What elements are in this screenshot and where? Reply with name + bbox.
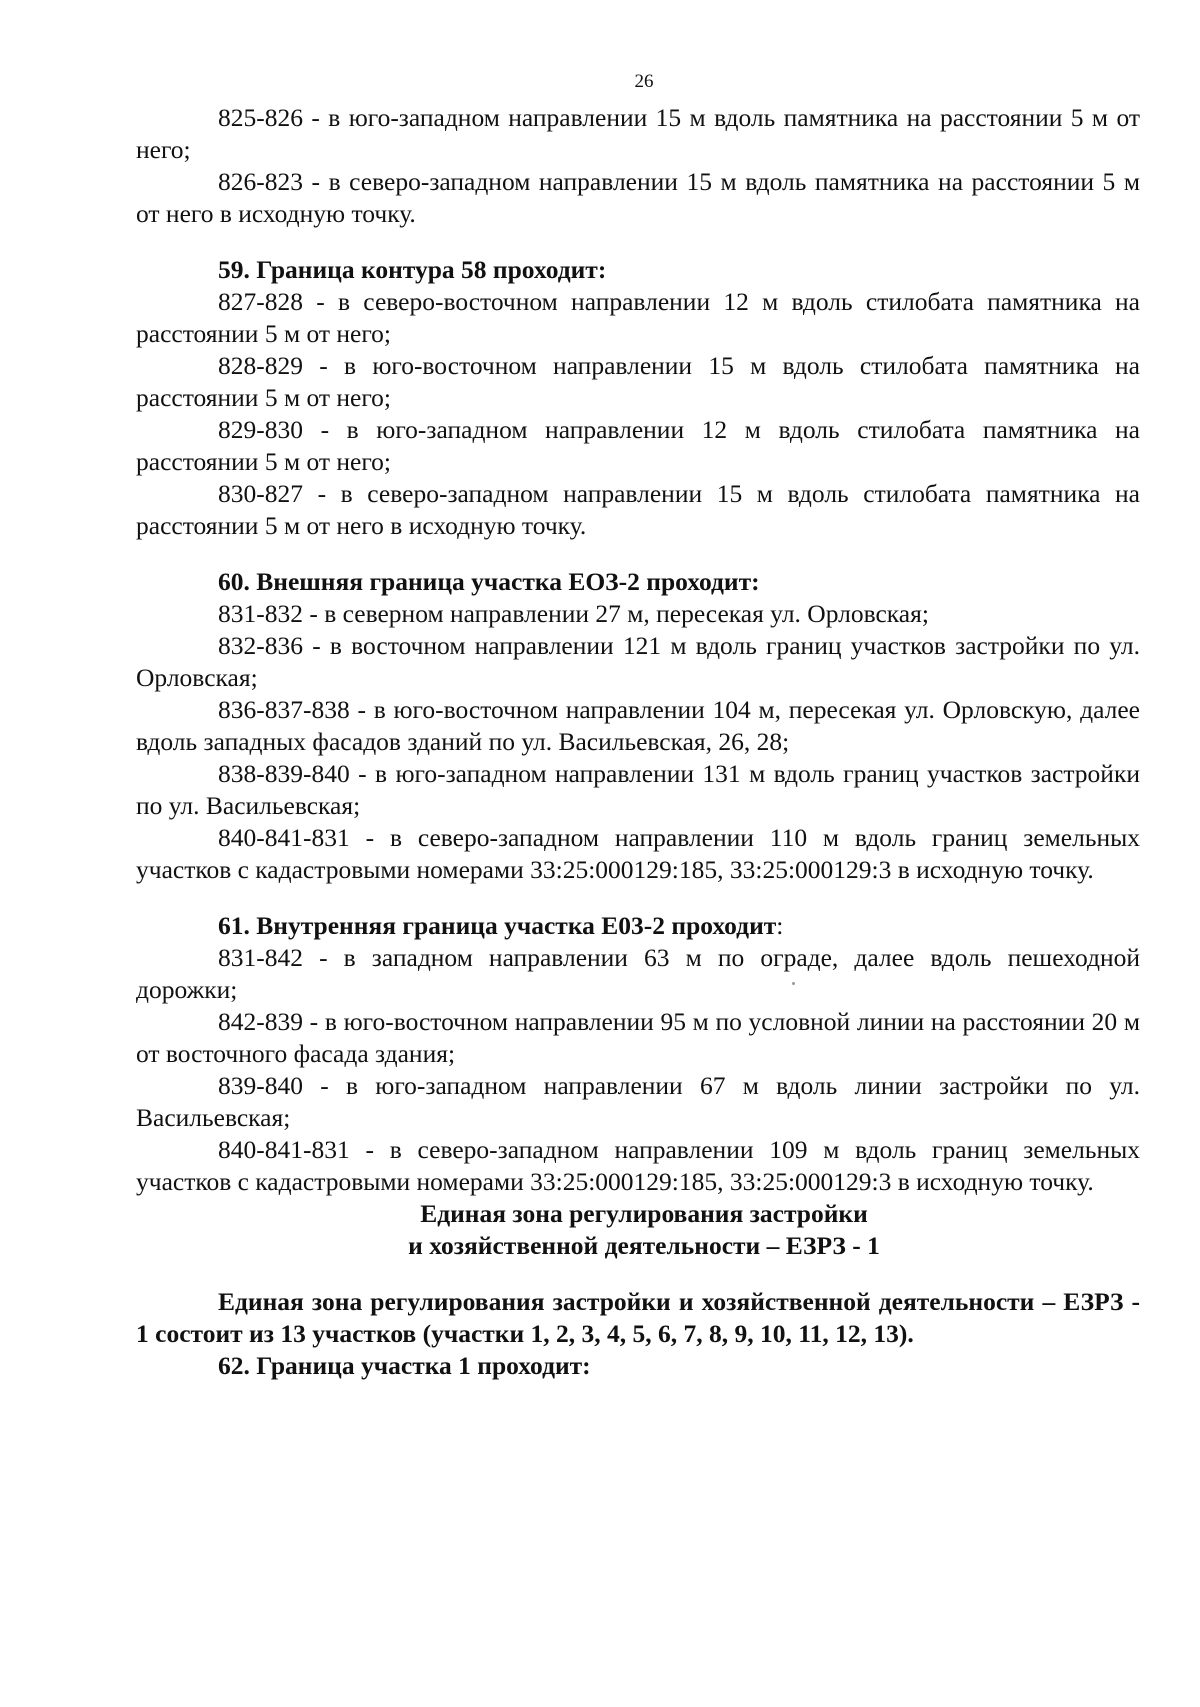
scan-speck <box>792 982 795 985</box>
list-item: 826-823 - в северо-западном направлении 15 м вдоль памятника на расстоянии 5 м от него в исходную точку. <box>136 167 1140 228</box>
list-item: 838-839-840 - в юго-западном направлении 131 м вдоль границ участков застройки по ул. Васильевская; <box>136 759 1140 820</box>
section-heading-61 <box>136 910 1140 942</box>
list-item: 836-837-838 - в юго-восточном направлении 104 м, пересекая ул. Орловскую, далее вдоль западных фасадов зданий по ул. Васильевская, 26, 28; <box>136 695 1140 756</box>
list-item: 829-830 - в юго-западном направлении 12 м вдоль стилобата памятника на расстоянии 5 м от него; <box>136 415 1140 476</box>
zone-title-line-2: и хозяйственной деятельности – ЕЗРЗ - 1 <box>408 1231 880 1260</box>
section-heading-62: 62. Граница участка 1 проходит: <box>218 1351 591 1380</box>
list-item: 840-841-831 - в северо-западном направлении 110 м вдоль границ земельных участков с кадастровыми номерами 33:25:000129:185, 33:25:000129:3 в исходную точку. <box>136 823 1140 884</box>
list-item: 839-840 - в юго-западном направлении 67 м вдоль линии застройки по ул. Васильевская; <box>136 1071 1140 1132</box>
list-item: 828-829 - в юго-восточном направлении 15 м вдоль стилобата памятника на расстоянии 5 м от него; <box>136 351 1140 412</box>
list-item: 840-841-831 - в северо-западном направлении 109 м вдоль границ земельных участков с кадастровыми номерами 33:25:000129:185, 33:25:000129:3 в исходную точку. <box>136 1135 1140 1196</box>
section-heading-61-colon: : <box>776 911 784 940</box>
list-item: 831-842 - в западном направлении 63 м по ограде, далее вдоль пешеходной дорожки; <box>136 943 1140 1004</box>
zone-title-line-1: Единая зона регулирования застройки <box>420 1199 868 1228</box>
list-item: 832-836 - в восточном направлении 121 м вдоль границ участков застройки по ул. Орловская; <box>136 631 1140 692</box>
list-item: 827-828 - в северо-восточном направлении 12 м вдоль стилобата памятника на расстоянии 5 м от него; <box>136 287 1140 348</box>
section-heading-59: 59. Граница контура 58 проходит: <box>218 255 607 284</box>
section-heading-61-text: 61. Внутренняя граница участка Е03-2 проходит <box>218 911 777 940</box>
section-heading-60: 60. Внешняя граница участка ЕОЗ-2 проходит: <box>218 567 760 596</box>
document-page <box>136 72 1140 1382</box>
list-item: 831-832 - в северном направлении 27 м, пересекая ул. Орловская; <box>218 599 929 628</box>
list-item: 825-826 - в юго-западном направлении 15 м вдоль памятника на расстоянии 5 м от него; <box>136 103 1140 164</box>
zone-description: Единая зона регулирования застройки и хозяйственной деятельности – ЕЗРЗ - 1 состоит из 13 участков (участки 1, 2, 3, 4, 5, 6, 7, 8, 9, 10, 11, 12, 13). <box>136 1287 1140 1348</box>
page-number: 26 <box>634 71 654 92</box>
list-item: 830-827 - в северо-западном направлении 15 м вдоль стилобата памятника на расстоянии 5 м от него в исходную точку. <box>136 479 1140 540</box>
list-item: 842-839 - в юго-восточном направлении 95 м по условной линии на расстоянии 20 м от восточного фасада здания; <box>136 1007 1140 1068</box>
